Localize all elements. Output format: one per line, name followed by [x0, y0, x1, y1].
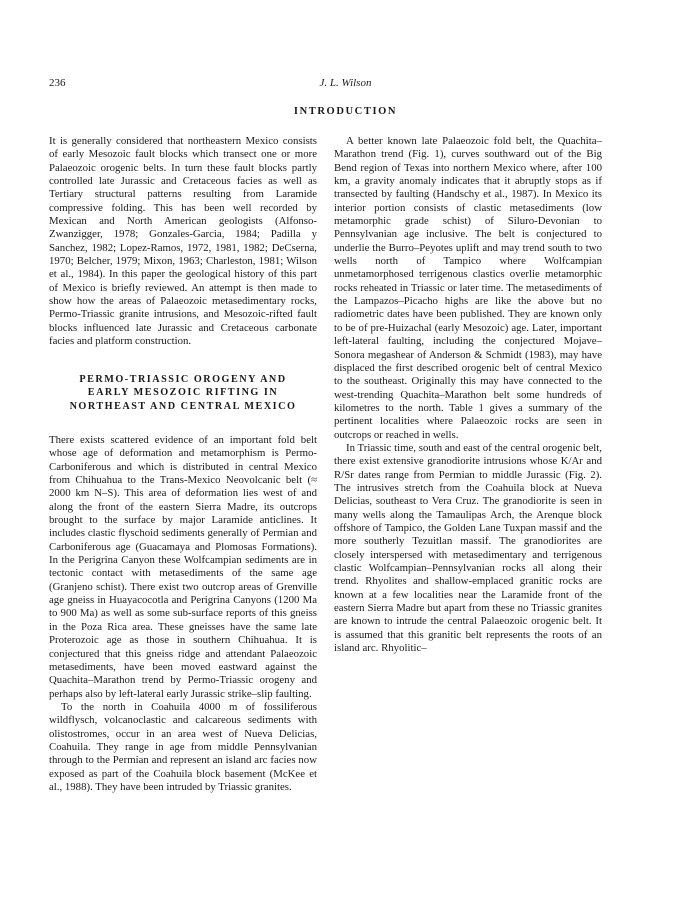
heading-line-2: EARLY MESOZOIC RIFTING IN — [87, 387, 279, 398]
body-paragraph-1: There exists scattered evidence of an important fold belt whose age of deformation and metamorphism is Permo-Carboniferous and which is distributed in central Mexico from Chihuahua to the Trans-Mexico Neovolcanic belt (≈ 2000 km N–S). This area of deformation lies west of and along the front of the eastern Sierra Madre, its outcrops brought to the surface by major Laramide anticlines. It includes clastic flyschoid sediments generally of Permian and Carboniferous age (Guacamaya and Plomosas Formations). In the Perigrina Canyon these Wolfcampian sediments are in tectonic contact with metasediments of the same age (Granjeno schist). There exist two outcrop areas of Grenville age gneiss in Huayacocotla and Perigrina Canyons (1200 Ma to 900 Ma) as well as some sub-surface reports of this gneiss in the Poza Rica area. These gneisses have the same late Proterozoic age as those in southern Chihuahua. It is conjectured that this gneiss ridge and attendant Palaeozoic metasediments, have been moved eastward against the Quachita–Marathon trend by Permo-Triassic orogeny and perhaps also by left-lateral early Jurassic strike–slip faulting. — [49, 434, 317, 700]
heading-line-3: NORTHEAST AND CENTRAL MEXICO — [69, 400, 297, 412]
section-title-introduction: INTRODUCTION — [293, 106, 398, 117]
right-column — [334, 135, 602, 655]
running-title: J. L. Wilson — [319, 77, 372, 89]
left-column — [49, 135, 317, 794]
body-paragraph-3: A better known late Palaeozoic fold belt, the Quachita–Marathon trend (Fig. 1), curves southward out of the Big Bend region of Texas into northern Mexico where, after 100 km, a gravity anomaly indicates that it abruptly stops as if transected by faulting (Handschy et al., 1987). In Mexico its interior portion consists of clastic metasediments (low metamorphic grade schist) of Siluro-Devonian to Pennsylvanian age inclusive. The belt is conjectured to underlie the Burro–Peyotes uplift and may trend south to two wells north of Tampico where Wolfcampian unmetamorphosed terrigenous clastics overlie metamorphic rocks reheated in Triassic or later time. The metasediments of the Lampazos–Picacho highs are like the above but no radiometric dates have been published. They are known only to be of pre-Huizachal (early Mesozoic) age. Later, important left-lateral faulting, including the conjectured Mojave–Sonora megashear of Anderson & Schmidt (1983), may have displaced the first described orogenic belt of central Mexico to the southeast. Originally this may have connected to the west-trending Quachita–Marathon belt some hundreds of kilometres to the north. Table 1 gives a summary of the pertinent localities where Palaeozoic rocks are seen in outcrops or reached in wells. — [334, 135, 602, 441]
intro-paragraph-1: It is generally considered that northeastern Mexico consists of early Mesozoic fault blocks which transect one or more Palaeozoic orogenic belts. In turn these fault blocks partly controlled late Jurassic and Cretaceous facies as well as Tertiary structural patterns resulting from Laramide compressive folding. This has been well recorded by Mexican and North American geologists (Alfonso-Zwanzigger, 1978; Gonzales-Garcia, 1984; Padilla y Sanchez, 1982; Lopez-Ramos, 1972, 1981, 1982; DeCserna, 1970; Belcher, 1979; Mixon, 1963; Charleston, 1981; Wilson et al., 1984). In this paper the geological history of this part of Mexico is briefly reviewed. An attempt is then made to show how the areas of Palaeozoic metasedimentary rocks, Permo-Triassic granite intrusions, and Mesozoic-rifted fault blocks influenced late Jurassic and Cretaceous carbonate facies and platform construction. — [49, 135, 317, 348]
heading-line-1: PERMO-TRIASSIC OROGENY AND — [79, 373, 287, 385]
section-heading-permo-triassic — [49, 373, 317, 414]
body-paragraph-2: To the north in Coahuila 4000 m of fossiliferous wildflysch, volcanoclastic and calcareous sediments with olistostromes, occur in an area west of Nueva Delicias, Coahuila. They range in age from middle Pennsylvanian through to the Permian and represent an island arc facies now exposed as part of the Coahuila block basement (McKee et al., 1988). They have been intruded by Triassic granites. — [49, 700, 317, 793]
page-number: 236 — [49, 77, 66, 89]
body-paragraph-4: In Triassic time, south and east of the central orogenic belt, there exist extensive granodiorite intrusions whose K/Ar and R/Sr dates range from Permian to middle Jurassic (Fig. 2). The intrusives stretch from the Coahuila block at Nueva Delicias, southeast to Vera Cruz. The granodiorite is seen in many wells along the Tamaulipas Arch, the Arenque block offshore of Tampico, the Golden Lane Tuxpan massif and the more southerly Tezuitlan massif. The granodiorites are closely interspersed with metasedimentary and terrigenous clastic Wolfcampian–Pennsylvanian rocks all along their trend. Rhyolites and shallow-emplaced granitic rocks are known at a few localities near the Laramide front of the eastern Sierra Madre but apart from these no Triassic granites are known to intrude the central Palaeozoic orogenic belt. It is assumed that this granitic belt represents the roots of an island arc. Rhyolitic– — [334, 441, 602, 655]
